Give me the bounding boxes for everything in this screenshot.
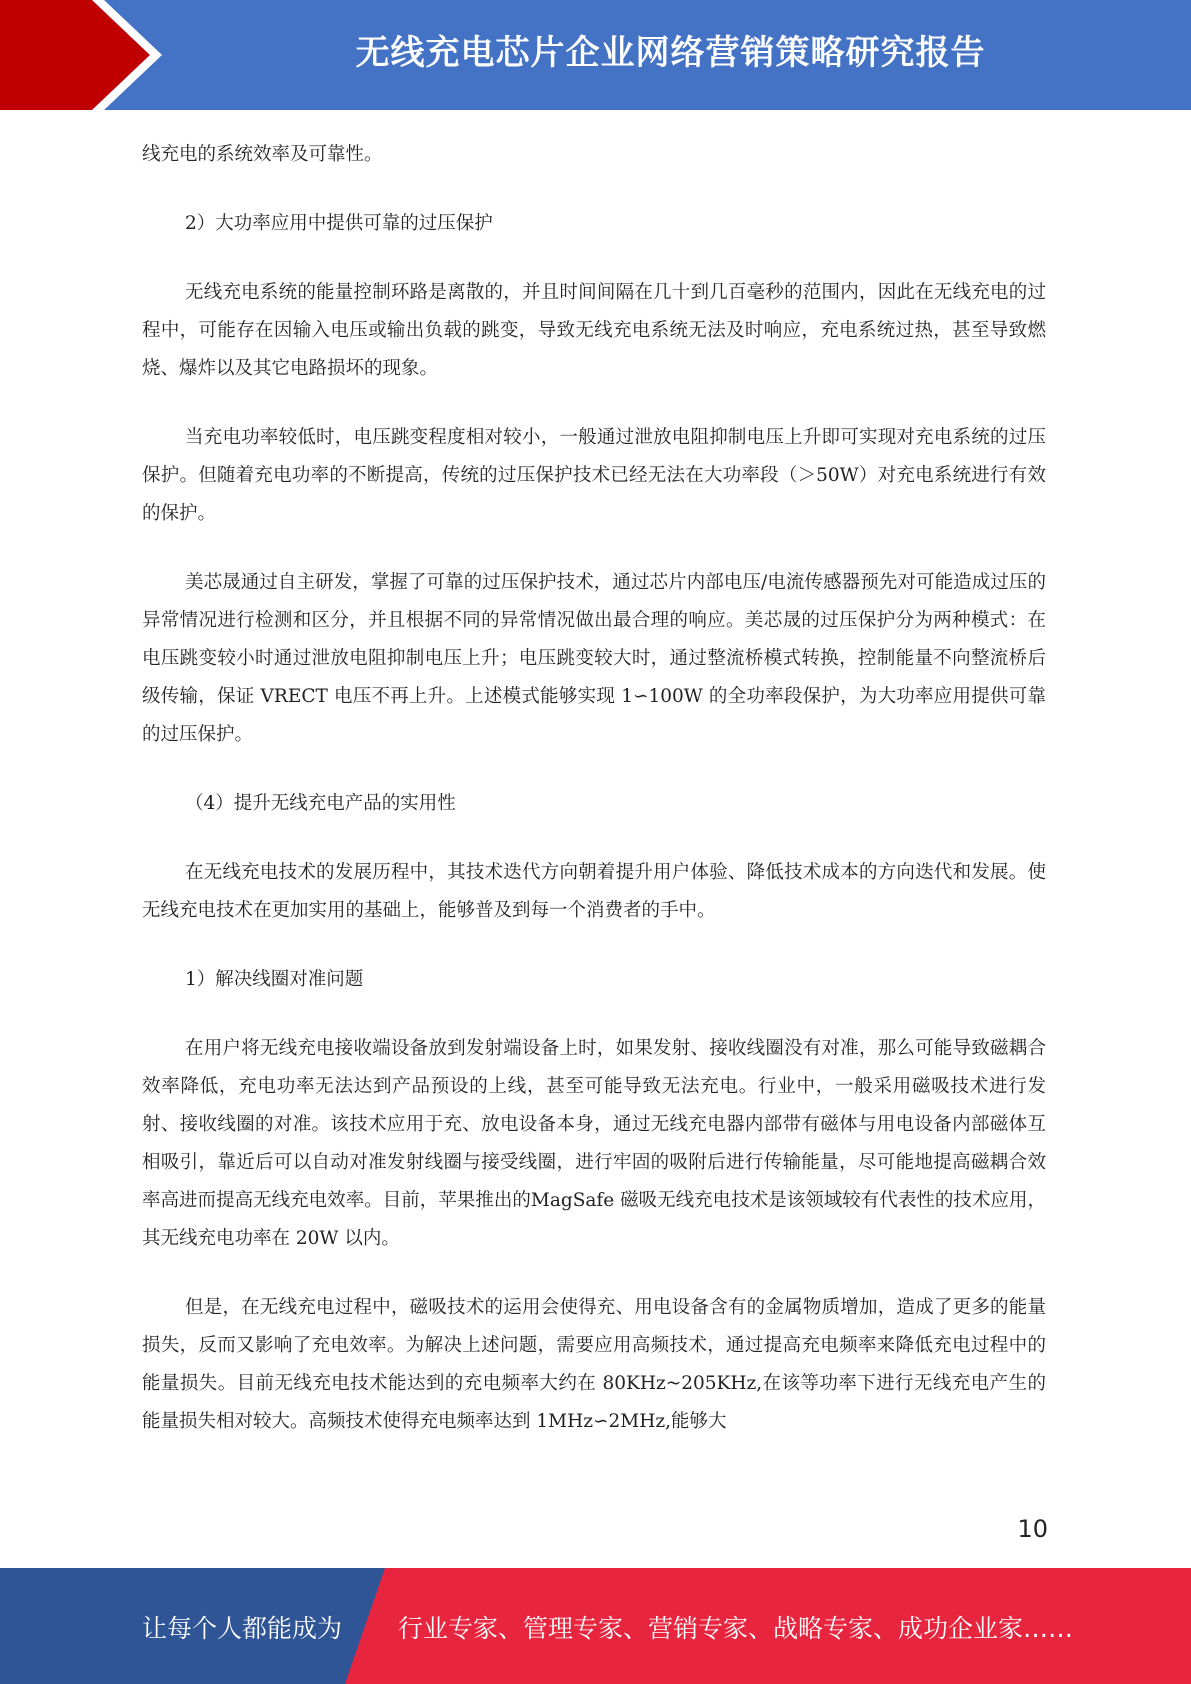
header-red-chevron [0,0,150,110]
subheading-coil-alignment: 1）解决线圈对准问题 [185,969,364,990]
paragraph-5: 在无线充电技术的发展历程中，其技术迭代方向朝着提升用户体验、降低技术成本的方向迭代和发展。使无线充电技术在更加实用的基础上，能够普及到每一个消费者的手中。 [142,862,1046,921]
paragraph-3: 当充电功率较低时，电压跳变程度相对较小，一般通过泄放电阻抑制电压上升即可实现对充电系统的过压保护。但随着充电功率的不断提高，传统的过压保护技术已经无法在大功率段（＞50W）对充电系统进行有效的保护。 [142,427,1046,524]
footer-slogan-right: 行业专家、管理专家、营销专家、战略专家、成功企业家…… [398,1614,1074,1643]
subheading-overvoltage: 2）大功率应用中提供可靠的过压保护 [185,213,493,234]
report-title: 无线充电芯片企业网络营销策略研究报告 [355,33,986,73]
paragraph-2: 无线充电系统的能量控制环路是离散的，并且时间间隔在几十到几百毫秒的范围内，因此在无线充电的过程中，可能存在因输入电压或输出负载的跳变，导致无线充电系统无法及时响应，充电系统过热，甚至导致燃烧、爆炸以及其它电路损坏的现象。 [142,282,1046,379]
page-footer [0,1568,1191,1684]
page-number: 10 [1017,1515,1048,1543]
paragraph-7: 但是，在无线充电过程中，磁吸技术的运用会使得充、用电设备含有的金属物质增加，造成了更多的能量损失，反而又影响了充电效率。为解决上述问题，需要应用高频技术，通过提高充电频率来降低充电过程中的能量损失。目前无线充电技术能达到的充电频率大约在 80KHz~205KHz,在该等功率下进行无线充电产生的能量损失相对较大。高频技术使得充电频率达到 1MHz∽2MHz,能够大 [142,1297,1046,1432]
section-heading-practicality: （4）提升无线充电产品的实用性 [185,793,456,814]
paragraph-4: 美芯晟通过自主研发，掌握了可靠的过压保护技术，通过芯片内部电压/电流传感器预先对可能造成过压的异常情况进行检测和区分，并且根据不同的异常情况做出最合理的响应。美芯晟的过压保护分为两种模式：在电压跳变较小时通过泄放电阻抑制电压上升；电压跳变较大时，通过整流桥模式转换，控制能量不向整流桥后级传输，保证 VRECT 电压不再上升。上述模式能够实现 1∽100W 的全功率段保护，为大功率应用提供可靠的过压保护。 [142,572,1046,745]
page-header [0,0,1191,110]
document-body [142,136,1046,1441]
paragraph-6: 在用户将无线充电接收端设备放到发射端设备上时，如果发射、接收线圈没有对准，那么可能导致磁耦合效率降低，充电功率无法达到产品预设的上线，甚至可能导致无法充电。行业中，一般采用磁吸技术进行发射、接收线圈的对准。该技术应用于充、放电设备本身，通过无线充电器内部带有磁体与用电设备内部磁体互相吸引，靠近后可以自动对准发射线圈与接受线圈，进行牢固的吸附后进行传输能量，尽可能地提高磁耦合效率高进而提高无线充电效率。目前，苹果推出的MagSafe 磁吸无线充电技术是该领域较有代表性的技术应用，其无线充电功率在 20W 以内。 [142,1038,1046,1249]
footer-slogan-left: 让每个人都能成为 [142,1614,343,1643]
paragraph-1: 线充电的系统效率及可靠性。 [142,144,383,165]
